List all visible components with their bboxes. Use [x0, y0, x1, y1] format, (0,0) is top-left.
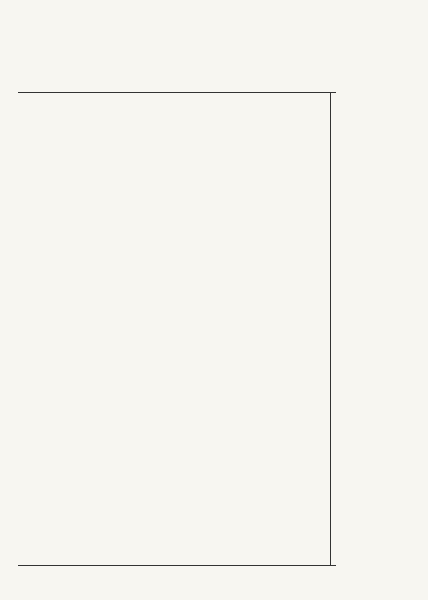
text-line: [40, 245, 51, 545]
bottom-rule: [18, 565, 336, 566]
text-line: [208, 245, 219, 545]
text-line: [184, 245, 195, 545]
text-line: [88, 245, 99, 545]
text-line: [28, 245, 39, 545]
text-line: [196, 245, 207, 545]
text-line: [304, 70, 315, 295]
text-line: [18, 245, 29, 545]
text-line: [292, 70, 303, 295]
side-rule: [330, 92, 331, 566]
text-line: [220, 245, 231, 545]
text-line: [136, 245, 147, 545]
text-line: [64, 245, 75, 545]
text-line: [172, 245, 183, 545]
text-line: [256, 245, 267, 545]
text-line: [268, 70, 279, 295]
text-line: [124, 245, 135, 545]
text-line: [100, 245, 111, 545]
text-line: [112, 245, 123, 545]
text-line: [316, 70, 327, 295]
text-line: [232, 245, 243, 545]
text-line: [160, 245, 171, 545]
text-line: [52, 245, 63, 545]
text-line: [280, 70, 291, 295]
text-line: [148, 245, 159, 545]
text-line: [244, 245, 255, 545]
text-line: [76, 245, 87, 545]
